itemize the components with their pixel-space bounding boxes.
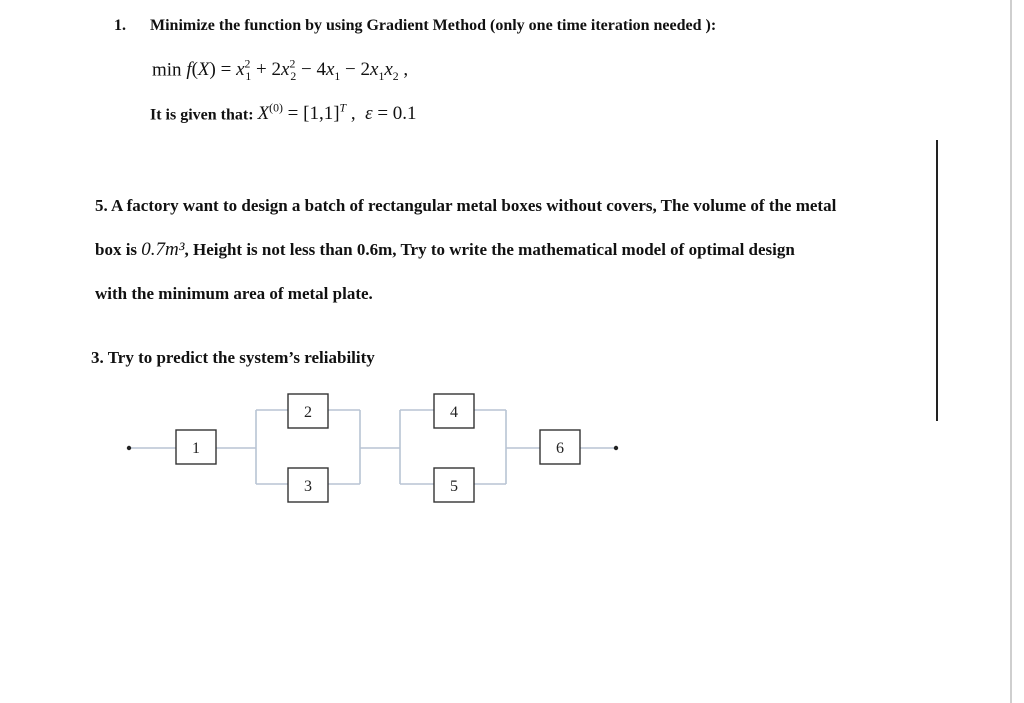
block-5-label: 5 — [450, 478, 458, 495]
question-1-title: Minimize the function by using Gradient Method (only one time iteration needed ): — [150, 17, 717, 34]
q5-line2-end: , Height is not less than 0.6m, Try to write the mathematical model of optimal design — [184, 240, 795, 259]
question-5-line-3: with the minimum area of metal plate. — [95, 284, 373, 303]
block-3 — [288, 468, 328, 502]
question-3-title: 3. Try to predict the system’s reliability — [91, 348, 375, 367]
block-4 — [434, 394, 474, 428]
block-2-label: 2 — [304, 404, 312, 421]
block-5 — [434, 468, 474, 502]
block-1-label: 1 — [192, 440, 200, 457]
block-6 — [540, 430, 580, 464]
objective-prefix: min — [152, 59, 182, 81]
objective-formula: $f(X) = x^2_1 + 2x^2_2 - 4x_1 - 2x_1x_2$ , — [186, 58, 409, 84]
input-terminal-dot — [127, 446, 131, 450]
question-5-line-1: 5. A factory want to design a batch of rectangular metal boxes without covers, The volume of the metal — [95, 196, 837, 215]
block-2 — [288, 394, 328, 428]
volume-value: 0.7m³ — [141, 239, 185, 260]
given-formula: $X^{(0)} = [1,1]^T$ , ε = 0.1 — [257, 102, 417, 125]
block-1 — [176, 430, 216, 464]
q5-line2-start: box is — [95, 240, 138, 259]
block-6-label: 6 — [556, 440, 564, 457]
given-label: It is given that: — [150, 106, 254, 124]
block-4-label: 4 — [450, 404, 458, 421]
output-terminal-dot — [614, 446, 618, 450]
block-3-label: 3 — [304, 478, 312, 495]
question-1-number: 1. — [114, 17, 126, 34]
